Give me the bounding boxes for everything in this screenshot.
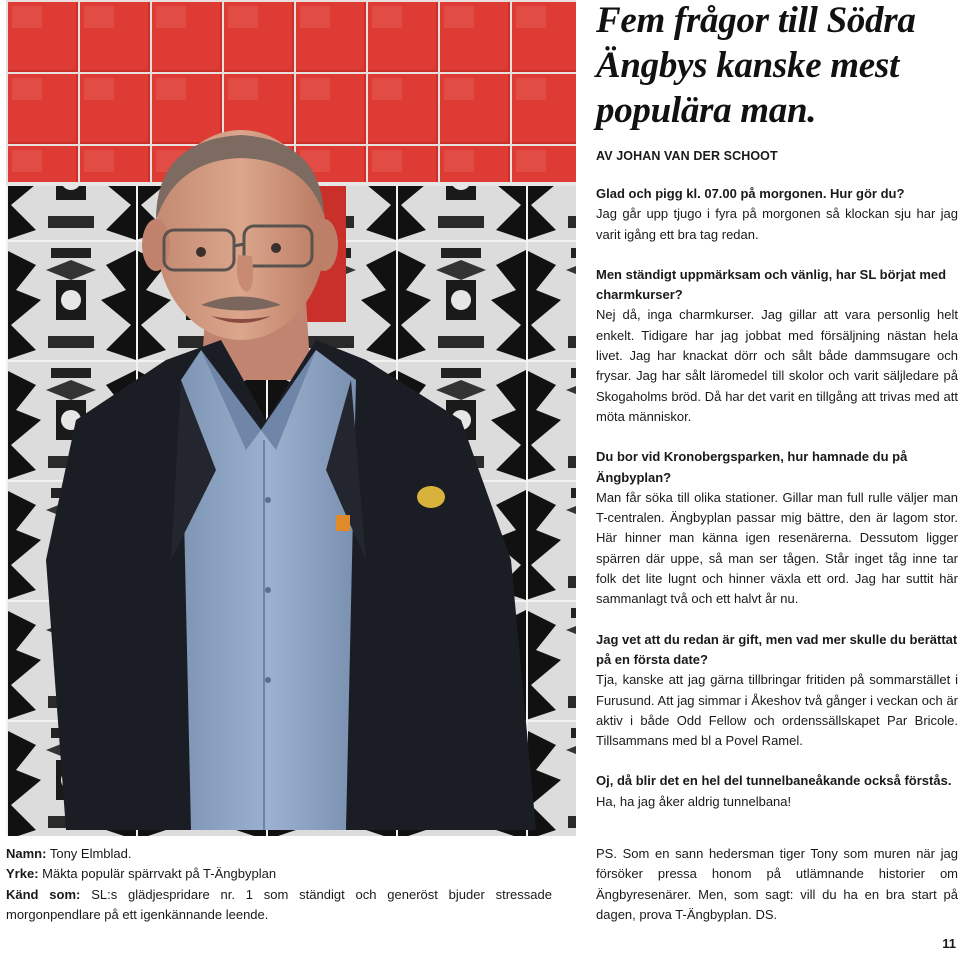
fact-value: SL:s glädjespridare nr. 1 som ständigt och generöst bjuder stressade morgonpendlare på ett igenkännande leende. bbox=[6, 886, 552, 922]
portrait-illustration bbox=[6, 0, 576, 836]
question: Jag vet att du redan är gift, men vad mer skulle du berättat på en första date? bbox=[596, 631, 958, 667]
shirt-button bbox=[265, 677, 271, 683]
question: Men ständigt uppmärksam och vänlig, har SL börjat med charmkurser? bbox=[596, 266, 947, 303]
portrait-photo bbox=[6, 0, 576, 836]
answer: Nej då, inga charmkurser. Jag gillar att vara personlig helt enkelt. Tidigare har jag jobbat med försäljning nästan hela livet. Jag har knackat dörr och sålt både dammsugare och frysar. Jag har sålt läromedel till skolor och varit säljledare på Skogaholms bröd. Då har det varit en tillgång att trivas med att möta människor. bbox=[596, 307, 958, 424]
answer: Tja, kanske att jag gärna tillbringar fritiden på sommarstället i Furusund. Att jag simmar i Åkeshov två gånger i veckan och är aktiv i både Odd Fellow och ordenssällskapet Par Bricole. Tillsammans med bl a Povel Ramel. bbox=[596, 672, 958, 749]
fact-label: Namn: bbox=[6, 846, 47, 861]
qa-block bbox=[596, 447, 958, 609]
article-column bbox=[596, 0, 958, 812]
glasses-bridge bbox=[234, 244, 244, 246]
fact-name bbox=[6, 844, 552, 864]
fact-value: Mäkta populär spärrvakt på T-Ängbyplan bbox=[42, 866, 277, 882]
page-number: 11 bbox=[942, 936, 956, 951]
byline: AV JOHAN VAN DER SCHOOT bbox=[596, 149, 778, 163]
answer: Jag går upp tjugo i fyra på morgonen så klockan sju har jag varit igång ett bra tag redan. bbox=[596, 206, 958, 242]
question: Glad och pigg kl. 07.00 på morgonen. Hur gör du? bbox=[596, 186, 905, 201]
answer: Ha, ha jag åker aldrig tunnelbana! bbox=[596, 793, 792, 809]
fact-value: Tony Elmblad. bbox=[49, 846, 132, 861]
question: Oj, då blir det en hel del tunnelbaneåkande också förstås. bbox=[596, 773, 952, 789]
fact-box bbox=[6, 844, 552, 925]
pin-badge bbox=[417, 486, 445, 508]
qa-block bbox=[596, 265, 958, 427]
postscript: PS. Som en sann hedersman tiger Tony som muren när jag försöker pressa honom på utlämnande historier om Ängbyresenärer. Men, som sagt: vill du ha en bra start på dagen, prova T-Ängbyplan. DS. bbox=[596, 846, 958, 922]
fact-job bbox=[6, 864, 552, 884]
shirt-button bbox=[265, 497, 271, 503]
ear-right bbox=[310, 219, 338, 271]
eye-right bbox=[271, 243, 281, 253]
fact-label: Yrke: bbox=[6, 866, 39, 882]
qa-block bbox=[596, 771, 958, 812]
pocket-tag bbox=[336, 515, 350, 531]
eye-left bbox=[196, 247, 206, 257]
shirt-button bbox=[265, 587, 271, 593]
qa-block bbox=[596, 630, 958, 752]
article-headline: Fem frågor till Södra Ängbys kanske mest populära man. bbox=[596, 0, 916, 131]
qa-block bbox=[596, 184, 958, 245]
fact-label: Känd som: bbox=[6, 886, 81, 902]
fact-known-as bbox=[6, 885, 552, 926]
answer: Man får söka till olika stationer. Gillar man full rulle väljer man T-centralen. Ängbyplan passar mig bättre, den är lagom stor. Här hinner man känna igen resenärerna. Dessutom ligger spärren där uppe, så man ser tågen. Står inget tåg inne tar folk det lite lugnt och hinner växla ett ord. Jag har suttit här sammanlagt två och ett halvt år nu. bbox=[596, 489, 958, 607]
question: Du bor vid Kronobergsparken, hur hamnade du på Ängbyplan? bbox=[596, 449, 908, 485]
